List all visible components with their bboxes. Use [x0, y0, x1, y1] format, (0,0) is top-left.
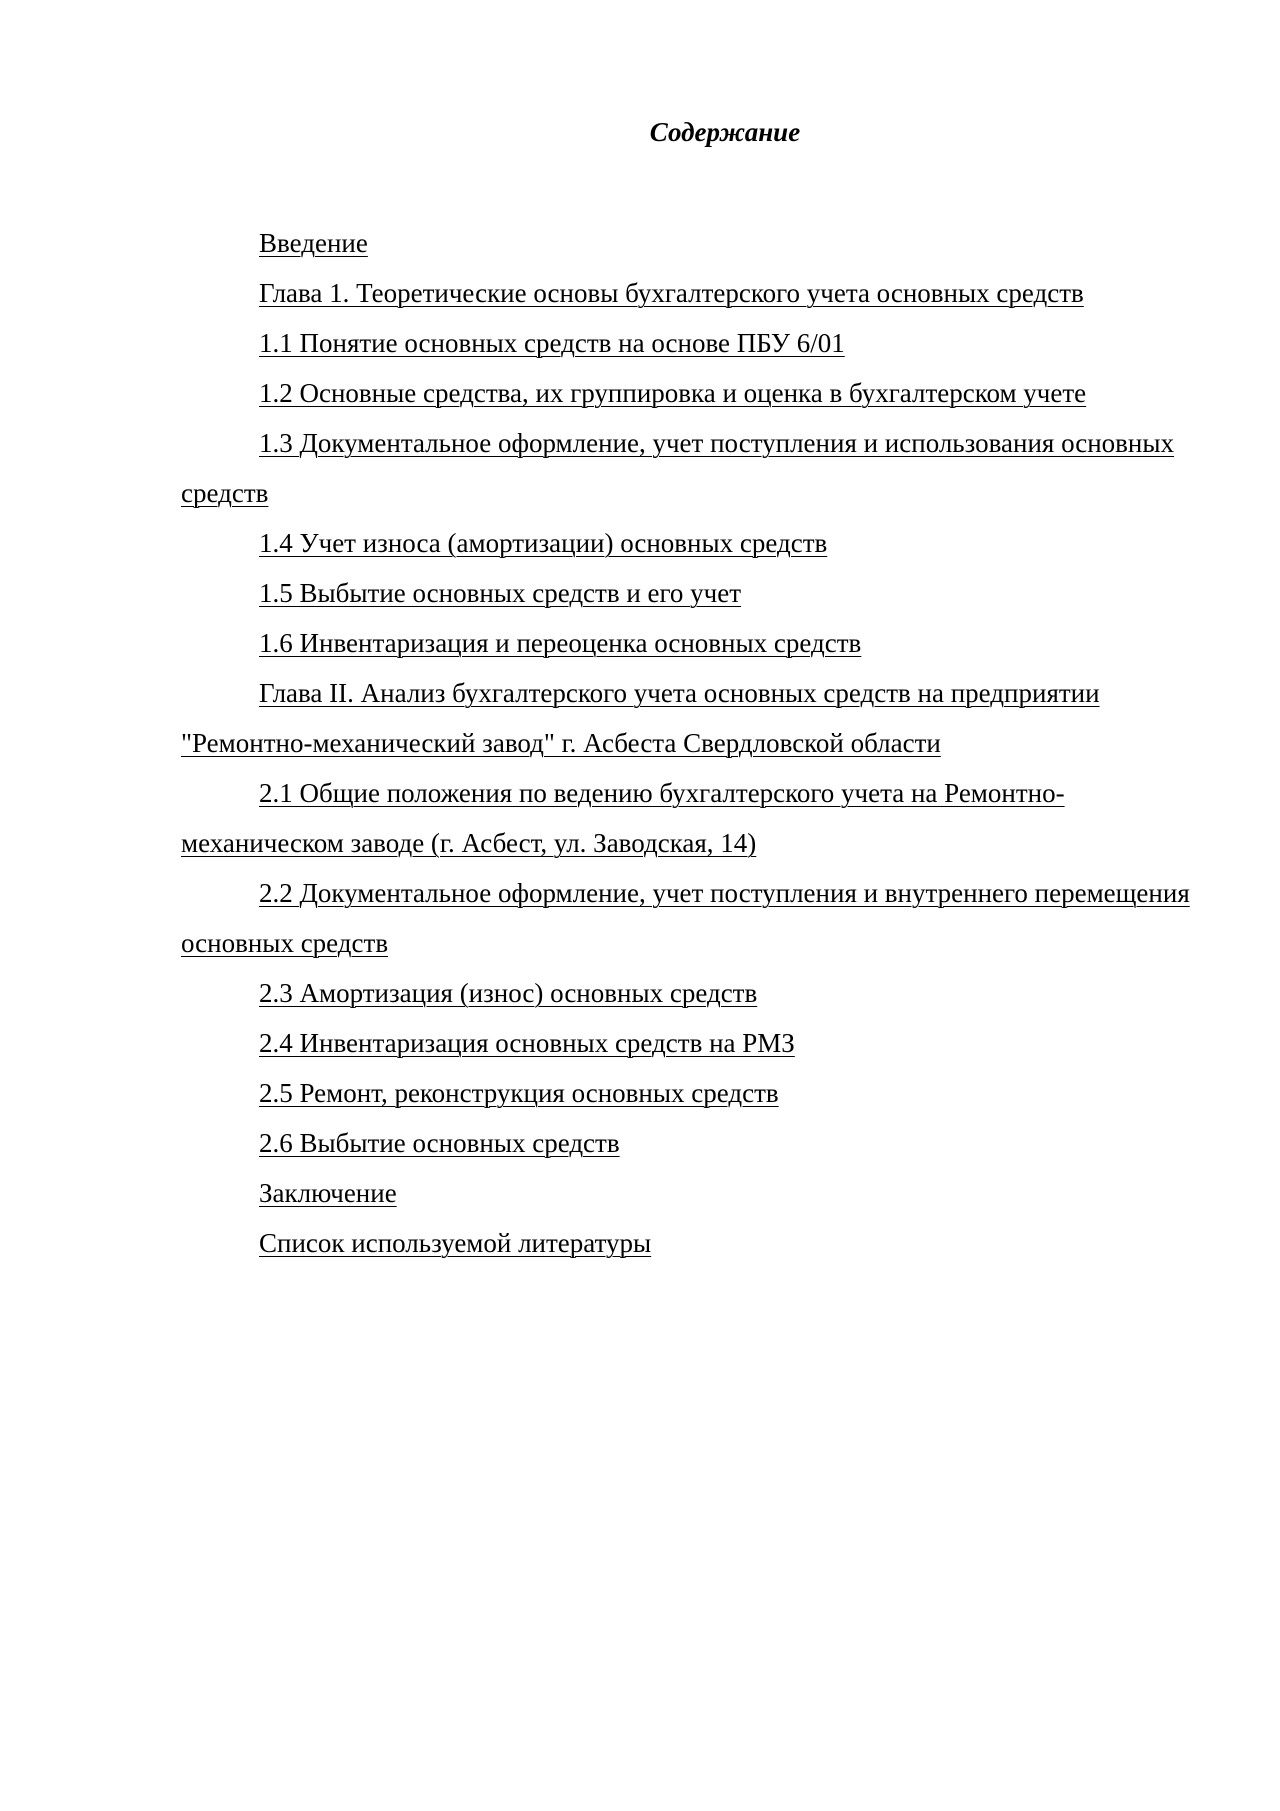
toc-link-references[interactable]: Список используемой литературы: [259, 1228, 652, 1258]
toc-entry: [181, 568, 1191, 618]
toc-entry: [181, 218, 1191, 268]
toc-link-section-1-5[interactable]: 1.5 Выбытие основных средств и его учет: [259, 578, 742, 608]
toc-link-chapter-1[interactable]: Глава 1. Теоретические основы бухгалтерского учета основных средств: [259, 278, 1084, 308]
toc-link-section-1-6[interactable]: 1.6 Инвентаризация и переоценка основных средств: [259, 628, 862, 658]
toc-entry: [181, 1068, 1191, 1118]
toc-link-conclusion[interactable]: Заключение: [259, 1178, 397, 1208]
toc-entry: [181, 668, 1191, 768]
toc-link-section-1-1[interactable]: 1.1 Понятие основных средств на основе ПБУ 6/01: [259, 328, 845, 358]
toc-link-introduction[interactable]: Введение: [259, 228, 368, 258]
toc-entry: [181, 1168, 1191, 1218]
page-title: Содержание: [649, 117, 801, 147]
toc-link-section-1-3[interactable]: 1.3 Документальное оформление, учет поступления и использования основных средств: [181, 428, 1175, 508]
toc-entry: [181, 418, 1191, 518]
toc-entry: [181, 968, 1191, 1018]
toc-link-section-2-5[interactable]: 2.5 Ремонт, реконструкция основных средств: [259, 1078, 779, 1108]
toc-link-section-1-2[interactable]: 1.2 Основные средства, их группировка и оценка в бухгалтерском учете: [259, 378, 1087, 408]
toc-link-chapter-2[interactable]: Глава II. Анализ бухгалтерского учета основных средств на предприятии "Ремонтно-механический завод" г. Асбеста Свердловской области: [181, 678, 1100, 758]
toc-link-section-2-2[interactable]: 2.2 Документальное оформление, учет поступления и внутреннего перемещения основных средств: [181, 878, 1190, 958]
toc-entry: [181, 368, 1191, 418]
toc-entry: [181, 318, 1191, 368]
table-of-contents: [181, 218, 1191, 1268]
toc-link-section-2-6[interactable]: 2.6 Выбытие основных средств: [259, 1128, 620, 1158]
toc-link-section-1-4[interactable]: 1.4 Учет износа (амортизации) основных средств: [259, 528, 828, 558]
toc-entry: [181, 518, 1191, 568]
toc-link-section-2-4[interactable]: 2.4 Инвентаризация основных средств на РМЗ: [259, 1028, 795, 1058]
toc-entry: [181, 1118, 1191, 1168]
toc-entry: [181, 268, 1191, 318]
toc-entry: [181, 618, 1191, 668]
toc-link-section-2-3[interactable]: 2.3 Амортизация (износ) основных средств: [259, 978, 758, 1008]
toc-entry: [181, 1218, 1191, 1268]
toc-entry: [181, 768, 1191, 868]
toc-link-section-2-1[interactable]: 2.1 Общие положения по ведению бухгалтерского учета на Ремонтно-механическом заводе (г. Асбест, ул. Заводская, 14): [181, 778, 1065, 858]
toc-entry: [181, 1018, 1191, 1068]
toc-entry: [181, 868, 1191, 968]
